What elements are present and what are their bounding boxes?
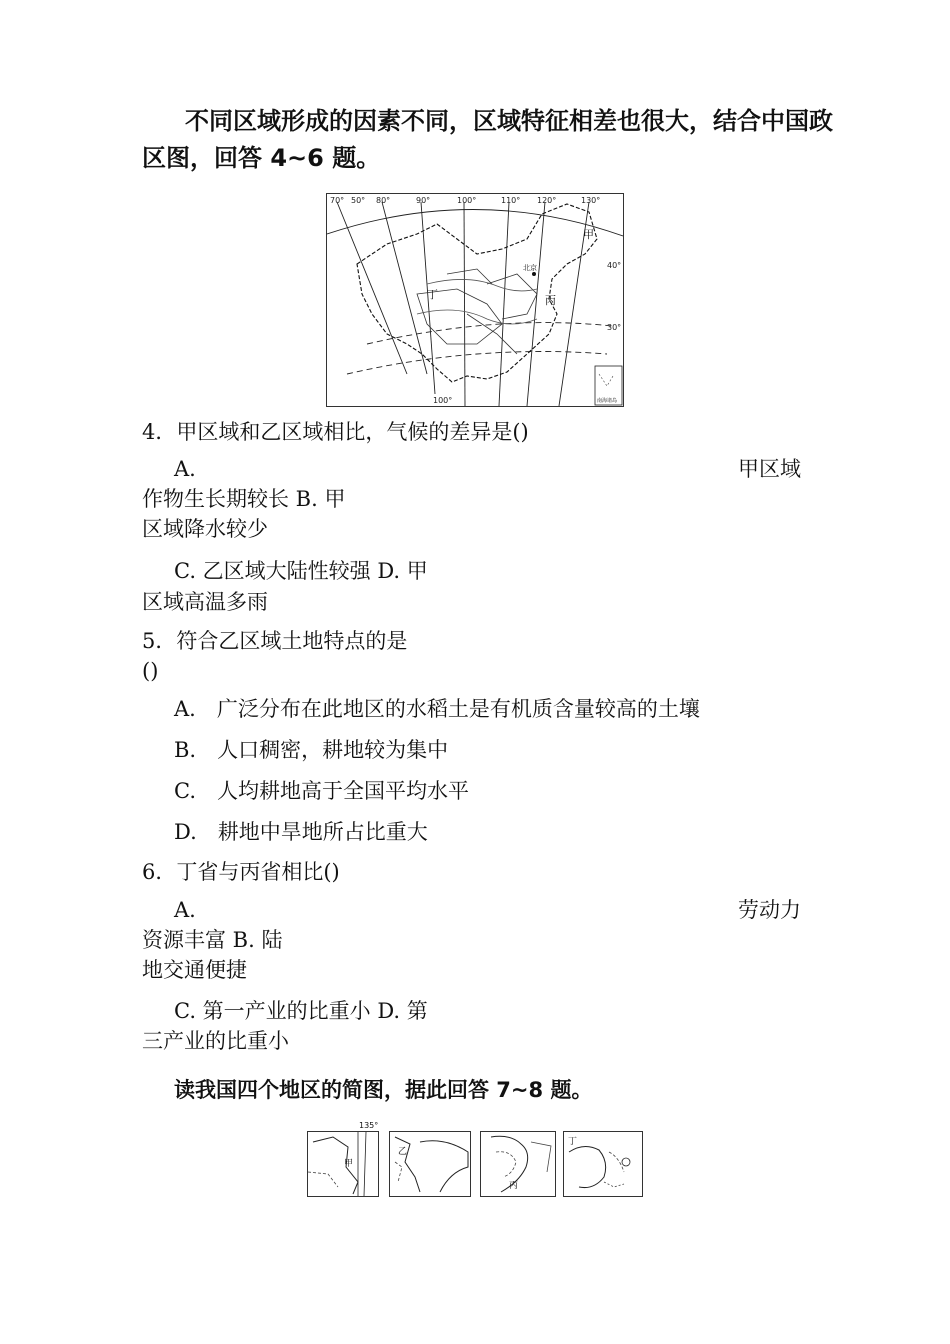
q5-option-b: B. 人口稠密，耕地较为集中	[174, 738, 449, 762]
region-map-yi	[389, 1131, 471, 1197]
map-lon-label: 110°	[501, 196, 521, 205]
q6-stem: 6．丁省与丙省相比()	[142, 860, 340, 884]
china-map-svg	[327, 194, 623, 406]
intro-line-1: 不同区域形成的因素不同，区域特征相差也很大，结合中国政	[185, 107, 833, 135]
q6-option-a-right: 劳动力	[738, 898, 801, 922]
map-lon-label: 50°	[351, 196, 366, 205]
region-label-ding-2: 丁	[568, 1137, 578, 1147]
q5-option-a: A. 广泛分布在此地区的水稻土是有机质含量较高的土壤	[174, 697, 700, 721]
q4-line-2: 作物生长期较长 B. 甲	[142, 487, 346, 511]
map-lon-label: 70°	[330, 196, 345, 205]
beijing-dot	[532, 272, 536, 276]
region-label-jia: 甲	[583, 228, 594, 241]
region-map-bing	[480, 1131, 556, 1197]
region-label-bing-2: 丙	[509, 1181, 519, 1191]
region-label-jia-2: 甲	[344, 1159, 354, 1169]
region-label-bing: 丙	[545, 294, 556, 307]
inset-label: 南海诸岛	[597, 398, 618, 404]
q6-line-2: 资源丰富 B. 陆	[142, 928, 283, 952]
map-lon-label: 120°	[537, 196, 557, 205]
q4-option-a-right: 甲区域	[738, 457, 801, 481]
q4-stem: 4．甲区域和乙区域相比，气候的差异是()	[142, 420, 529, 444]
map-lat-label: 30°	[607, 323, 622, 332]
q4-line-3: 区域降水较少	[142, 517, 268, 541]
china-political-map	[326, 193, 624, 407]
q6-line-4: C. 第一产业的比重小 D. 第	[174, 999, 428, 1023]
intro-line-2: 区图，回答 4~6 题。	[142, 144, 381, 172]
q6-line-5: 三产业的比重小	[142, 1029, 289, 1053]
q5-option-d: D. 耕地中旱地所占比重大	[174, 820, 428, 844]
region-label-ding: 丁	[427, 288, 438, 301]
region-map-ding	[563, 1131, 643, 1197]
q4-option-a-prefix: A.	[174, 457, 196, 481]
q5-stem: 5．符合乙区域土地特点的是	[142, 629, 408, 653]
q5-option-c: C. 人均耕地高于全国平均水平	[174, 779, 469, 803]
q5-paren: ()	[142, 659, 159, 683]
map-lon-label: 100°	[457, 196, 477, 205]
map-lon-label: 130°	[581, 196, 601, 205]
q6-line-3: 地交通便捷	[142, 958, 247, 982]
intro-2: 读我国四个地区的简图，据此回答 7~8 题。	[174, 1078, 593, 1102]
map-lon-label: 80°	[376, 196, 391, 205]
q4-line-5: 区域高温多雨	[142, 590, 268, 614]
q6-option-a-prefix: A.	[174, 898, 196, 922]
region-label-yi: 乙	[398, 1147, 408, 1157]
q4-line-4: C. 乙区域大陆性较强 D. 甲	[174, 559, 428, 583]
degree-label-135: 135°	[359, 1121, 379, 1130]
four-regions-figure	[307, 1121, 643, 1201]
beijing-label: 北京	[523, 264, 537, 272]
map-lon-label: 90°	[416, 196, 431, 205]
region-map-jia	[307, 1131, 379, 1197]
map-lat-label: 40°	[607, 261, 622, 270]
map-bottom-label: 100°	[433, 396, 453, 405]
